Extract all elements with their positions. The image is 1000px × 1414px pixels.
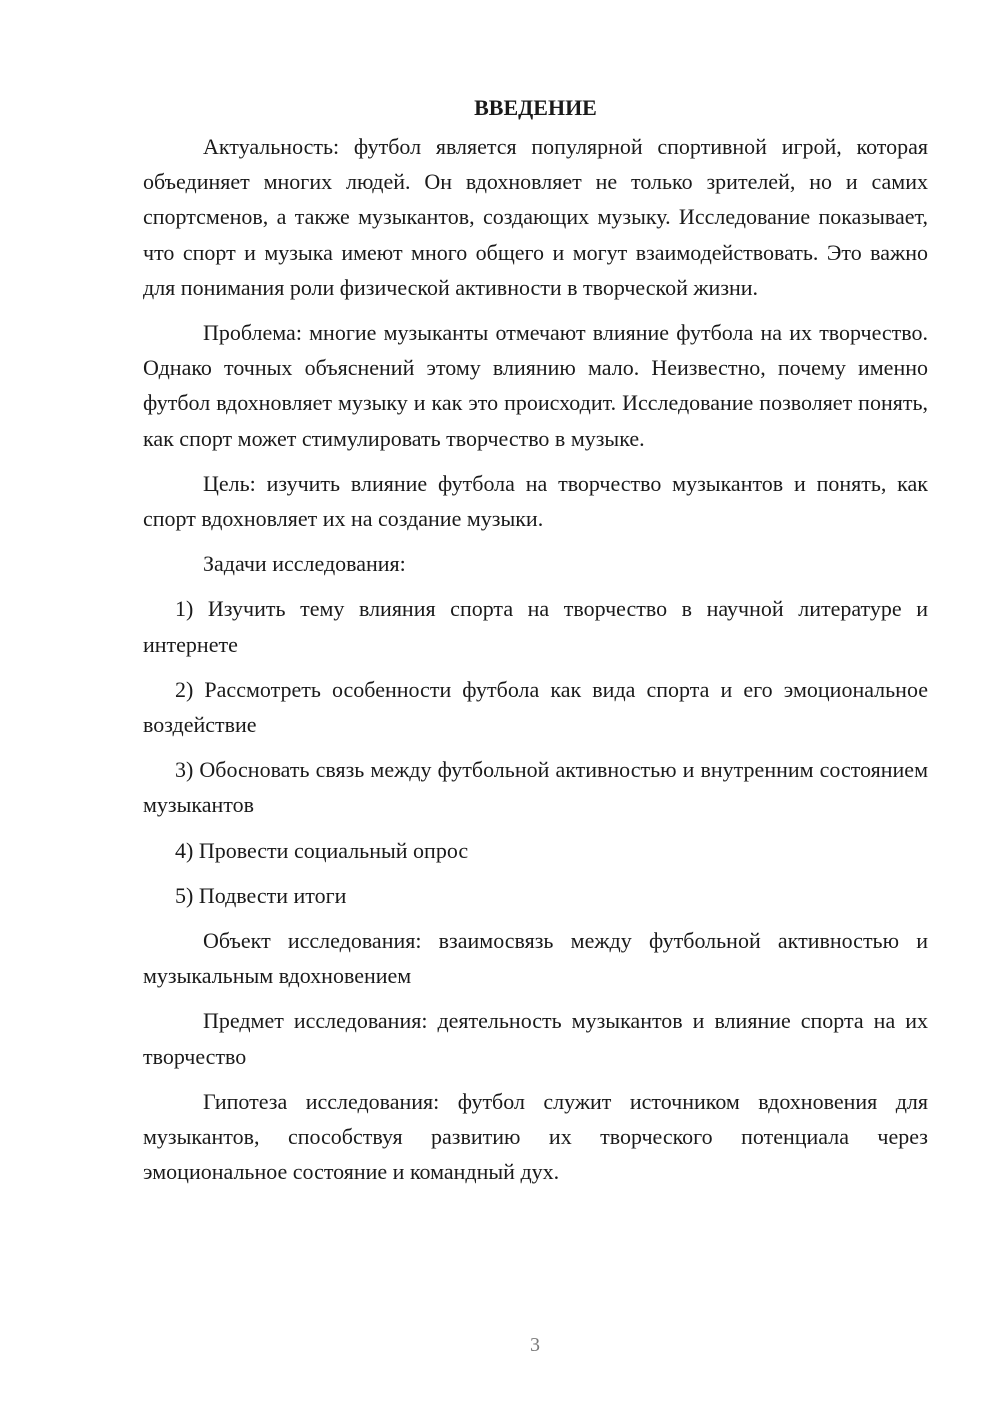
task-item-5: 5) Подвести итоги (175, 882, 347, 908)
paragraph-object: Объект исследования: взаимосвязь между футбольной активностью и музыкальным вдохновением (143, 928, 928, 989)
task-item-2: 2) Рассмотреть особенности футбола как вида спорта и его эмоциональное воздействие (143, 676, 928, 738)
section-heading: ВВЕДЕНИЕ (474, 95, 597, 120)
paragraph-goal: Цель: изучить влияние футбола на творчество музыкантов и понять, как спорт вдохновляет их на создание музыки. (143, 470, 928, 532)
task-item-4: 4) Провести социальный опрос (175, 837, 469, 863)
paragraph-actuality: Актуальность: футбол является популярной спортивной игрой, которая объединяет многих людей. Он вдохновляет не только зрителей, но и самих спортсменов, а также музыкантов, создающих музыку. Исследование показывает, что спорт и музыка имеют много общего и могут взаимодействовать. Это важно для понимания роли физической активности в творческой жизни. (143, 134, 928, 300)
task-item-1: 1) Изучить тему влияния спорта на творчество в научной литературе и интернете (143, 596, 928, 657)
task-item-3: 3) Обосновать связь между футбольной активностью и внутренним состоянием музыкантов (143, 757, 928, 818)
paragraph-hypothesis: Гипотеза исследования: футбол служит источником вдохновения для музыкантов, способствуя развитию их творческого потенциала через эмоциональное состояние и командный дух. (143, 1088, 928, 1185)
page-number: 3 (530, 1334, 540, 1356)
tasks-title: Задачи исследования: (203, 551, 406, 577)
document-page (143, 90, 928, 1189)
paragraph-subject: Предмет исследования: деятельность музыкантов и влияние спорта на их творчество (143, 1008, 928, 1069)
paragraph-problem: Проблема: многие музыканты отмечают влияние футбола на их творчество. Однако точных объяснений этому влиянию мало. Неизвестно, почему именно футбол вдохновляет музыку и как это происходит. Исследование позволяет понять, как спорт может стимулировать творчество в музыке. (143, 320, 928, 451)
